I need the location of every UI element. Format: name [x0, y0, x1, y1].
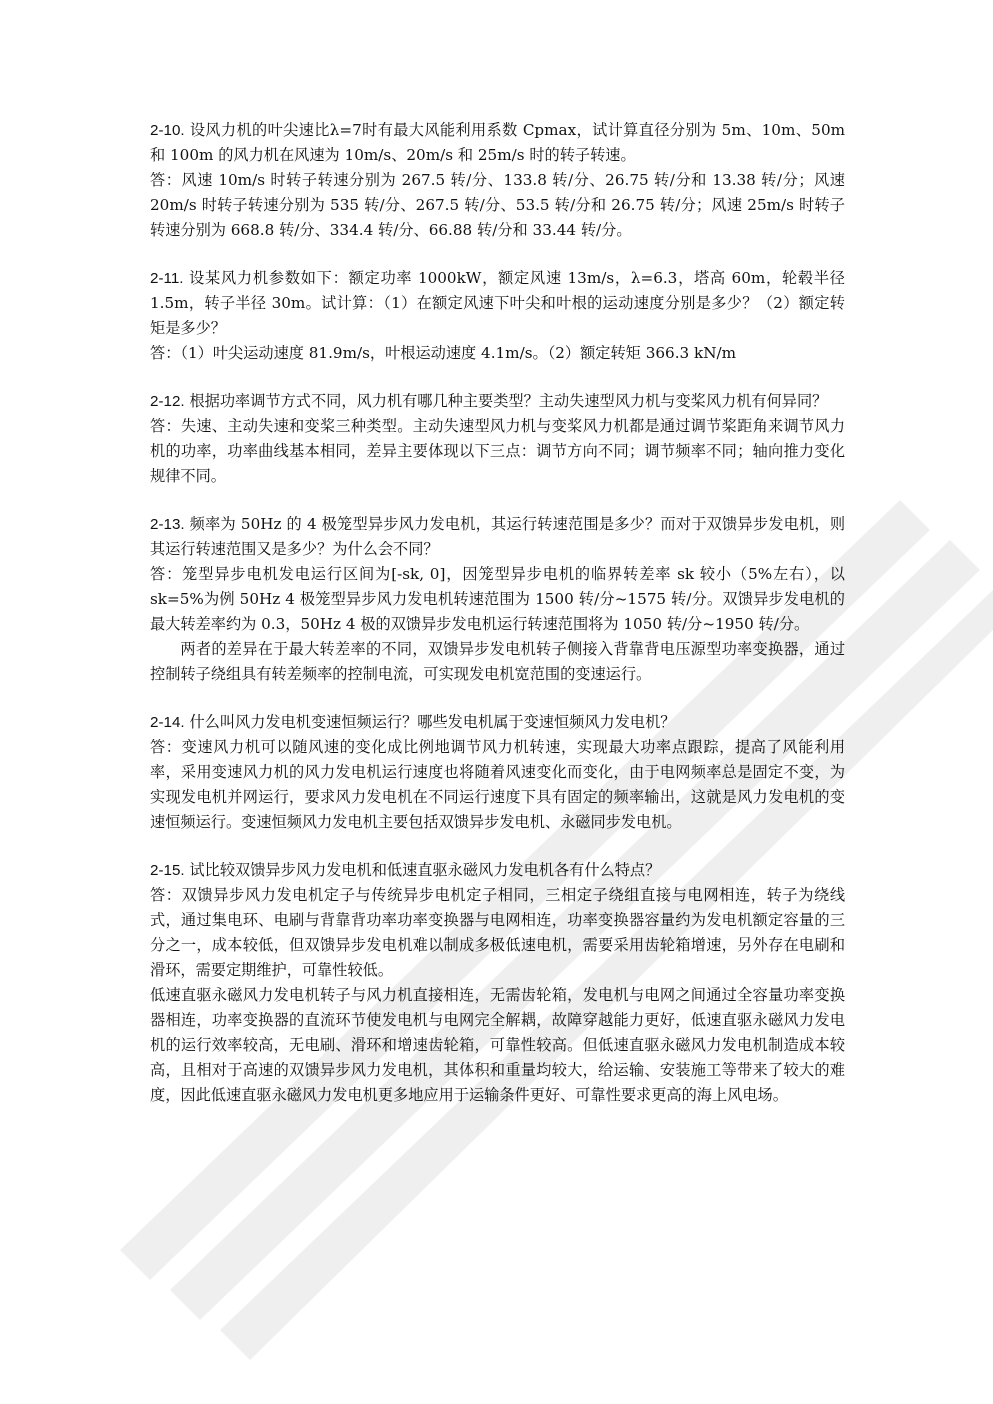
answer-text: 答：风速 10m/s 时转子转速分别为 267.5 转/分、133.8 转/分、26.75 转/分和 13.38 转/分；风速 20m/s 时转子转速分别为 535 转/分、267.5 转/分、53.5 转/分和 26.75 转/分；风速 25m/s 时转子转速分别为 668.8 转/分、334.4 转/分、66.88 转/分和 33.44 转/分。 — [150, 171, 845, 239]
answer-text: 答：笼型异步电机发电运行区间为[-sk, 0]，因笼型异步电机的临界转差率 sk 较小（5%左右），以 sk=5%为例 50Hz 4 极笼型异步风力发电机转速范围为 1500 转/分~1575 转/分。双馈异步发电机的最大转差率约为 0.3，50Hz 4 极的双馈异步发电机运行转速范围将为 1050 转/分~1950 转/分。 — [150, 565, 845, 633]
question-number: 2-14. — [150, 714, 185, 731]
qa-item — [150, 118, 845, 243]
qa-item — [150, 512, 845, 687]
question — [150, 512, 845, 562]
answer-text: 低速直驱永磁风力发电机转子与风力机直接相连，无需齿轮箱，发电机与电网之间通过全容量功率变换器相连，功率变换器的直流环节使发电机与电网完全解耦，故障穿越能力更好，低速直驱永磁风力发电机的运行效率较高，无电刷、滑环和增速齿轮箱，可靠性较高。但低速直驱永磁风力发电机制造成本较高，且相对于高速的双馈异步风力发电机，其体积和重量均较大，给运输、安装施工等带来了较大的难度，因此低速直驱永磁风力发电机更多地应用于运输条件更好、可靠性要求更高的海上风电场。 — [150, 986, 845, 1104]
question-text: 设风力机的叶尖速比λ=7时有最大风能利用系数 Cpmax，试计算直径分别为 5m、10m、50m 和 100m 的风力机在风速为 10m/s、20m/s 和 25m/s 时的转子转速。 — [150, 121, 846, 164]
qa-item — [150, 858, 845, 1108]
answer-text: 答：失速、主动失速和变桨三种类型。主动失速型风力机与变桨风力机都是通过调节桨距角来调节风力机的功率，功率曲线基本相同，差异主要体现以下三点：调节方向不同；调节频率不同；轴向推力变化规律不同。 — [150, 417, 845, 485]
qa-item — [150, 389, 845, 489]
answer-text: 答：变速风力机可以随风速的变化成比例地调节风力机转速，实现最大功率点跟踪，提高了风能利用率，采用变速风力机的风力发电机运行速度也将随着风速变化而变化，由于电网频率总是固定不变，为实现发电机并网运行，要求风力发电机在不同运行速度下具有固定的频率输出，这就是风力发电机的变速恒频运行。变速恒频风力发电机主要包括双馈异步发电机、永磁同步发电机。 — [150, 738, 845, 831]
question — [150, 858, 845, 883]
question — [150, 710, 845, 735]
question-number: 2-13. — [150, 516, 185, 533]
qa-item — [150, 266, 845, 366]
question-text: 什么叫风力发电机变速恒频运行？哪些发电机属于变速恒频风力发电机？ — [189, 713, 676, 731]
question — [150, 266, 845, 341]
question-number: 2-10. — [150, 122, 185, 139]
question-text: 根据功率调节方式不同，风力机有哪几种主要类型？主动失速型风力机与变桨风力机有何异同？ — [189, 392, 828, 410]
answer-text: 答：（1）叶尖运动速度 81.9m/s，叶根运动速度 4.1m/s。（2）额定转矩 366.3 kN/m — [150, 344, 737, 362]
answer-text: 答：双馈异步风力发电机定子与传统异步电机定子相同，三相定子绕组直接与电网相连，转子为绕线式，通过集电环、电刷与背靠背功率功率变换器与电网相连，功率变换器容量约为发电机额定容量的三分之一，成本较低，但双馈异步发电机难以制成多极低速电机，需要采用齿轮箱增速，另外存在电刷和滑环，需要定期维护，可靠性较低。 — [150, 886, 845, 979]
question — [150, 118, 845, 168]
question-number: 2-11. — [150, 270, 184, 287]
question-text: 设某风力机参数如下：额定功率 1000kW，额定风速 13m/s，λ=6.3，塔高 60m，轮毂半径 1.5m，转子半径 30m。试计算：（1）在额定风速下叶尖和叶根的运动速度分别是多少？（2）额定转矩是多少？ — [150, 269, 845, 337]
question-number: 2-15. — [150, 862, 185, 879]
qa-item — [150, 710, 845, 835]
question — [150, 389, 845, 414]
qa-content — [150, 118, 845, 1131]
question-text: 试比较双馈异步风力发电机和低速直驱永磁风力发电机各有什么特点？ — [189, 861, 661, 879]
question-number: 2-12. — [150, 393, 185, 410]
answer-text: 两者的差异在于最大转差率的不同，双馈异步发电机转子侧接入背靠背电压源型功率变换器，通过控制转子绕组具有转差频率的控制电流，可实现发电机宽范围的变速运行。 — [150, 640, 845, 683]
question-text: 频率为 50Hz 的 4 极笼型异步风力发电机，其运行转速范围是多少？而对于双馈异步发电机，则其运行转速范围又是多少？为什么会不同？ — [150, 515, 846, 558]
